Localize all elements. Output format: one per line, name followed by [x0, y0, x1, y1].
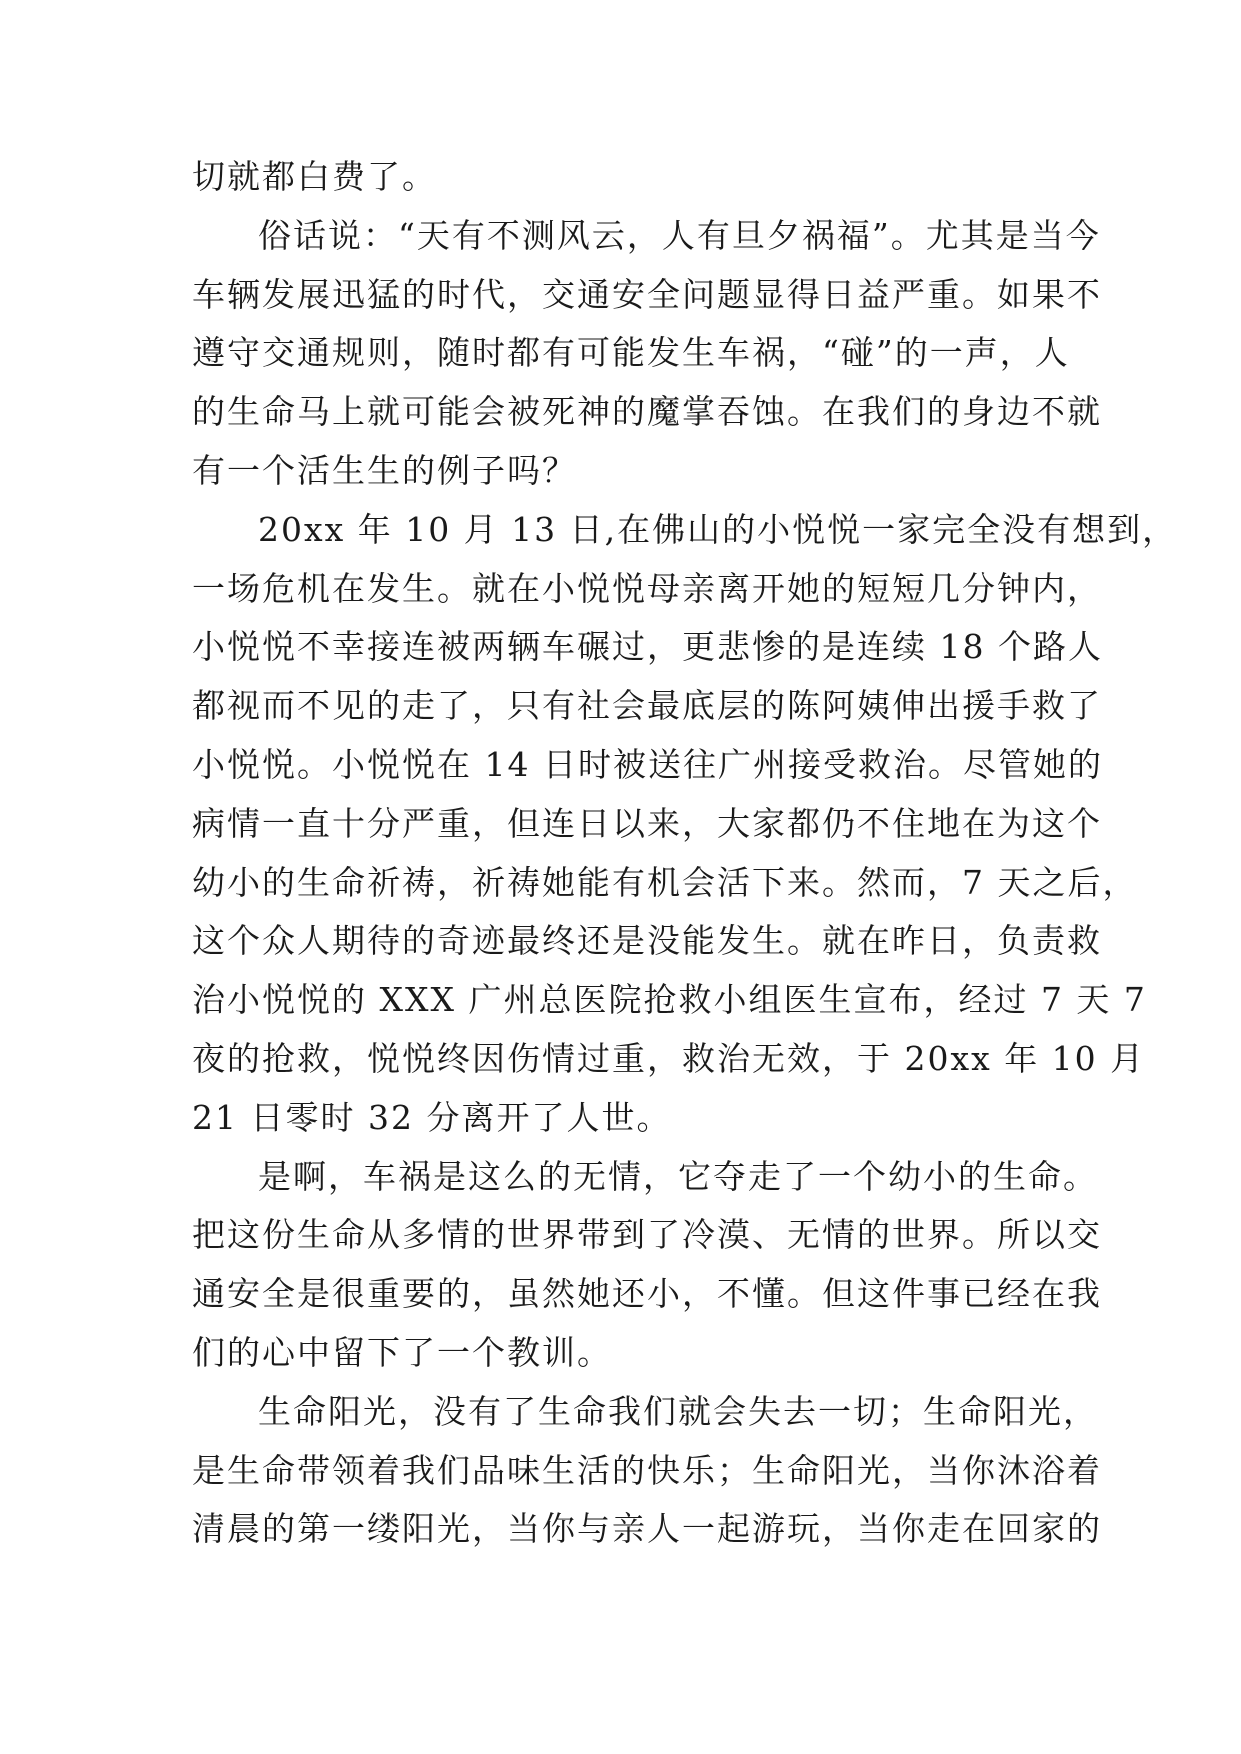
text-line: 清晨的第一缕阳光，当你与亲人一起游玩，当你走在回家的: [192, 1509, 1102, 1549]
text-line: 遵守交通规则，随时都有可能发生车祸，“碰”的一声，人: [192, 333, 1070, 373]
text-line: 车辆发展迅猛的时代，交通安全问题显得日益严重。如果不: [192, 274, 1102, 314]
text-line: 20xx 年 10 月 13 日,在佛山的小悦悦一家完全没有想到，: [258, 509, 1178, 549]
text-line: 有一个活生生的例子吗？: [192, 450, 577, 490]
text-line: 治小悦悦的 XXX 广州总医院抢救小组医生宣布，经过 7 天 7: [192, 980, 1147, 1020]
text-line: 一场危机在发生。就在小悦悦母亲离开她的短短几分钟内，: [192, 568, 1102, 608]
text-line: 们的心中留下了一个教训。: [192, 1332, 612, 1372]
text-line: 小悦悦。小悦悦在 14 日时被送往广州接受救治。尽管她的: [192, 744, 1103, 784]
text-line: 把这份生命从多情的世界带到了冷漠、无情的世界。所以交: [192, 1215, 1102, 1255]
text-line: 生命阳光，没有了生命我们就会失去一切；生命阳光，: [258, 1391, 1098, 1431]
text-line: 夜的抢救，悦悦终因伤情过重，救治无效，于 20xx 年 10 月: [192, 1038, 1146, 1078]
text-line: 都视而不见的走了，只有社会最底层的陈阿姨伸出援手救了: [192, 686, 1102, 726]
text-line: 通安全是很重要的，虽然她还小，不懂。但这件事已经在我: [192, 1274, 1102, 1314]
text-line: 小悦悦不幸接连被两辆车碾过，更悲惨的是连续 18 个路人: [192, 627, 1103, 667]
text-line: 切就都白费了。: [192, 157, 437, 196]
text-line: 病情一直十分严重，但连日以来，大家都仍不住地在为这个: [192, 803, 1102, 843]
text-line: 21 日零时 32 分离开了人世。: [192, 1097, 672, 1137]
body-text: [192, 148, 1178, 1559]
text-line: 是生命带领着我们品味生活的快乐；生命阳光，当你沐浴着: [192, 1450, 1102, 1490]
text-line: 俗话说：“天有不测风云，人有旦夕祸福”。尤其是当今: [258, 215, 1101, 255]
text-line: 的生命马上就可能会被死神的魔掌吞蚀。在我们的身边不就: [192, 392, 1102, 432]
text-line: 幼小的生命祈祷，祈祷她能有机会活下来。然而，7 天之后，: [192, 862, 1138, 902]
text-line: 是啊，车祸是这么的无情，它夺走了一个幼小的生命。: [258, 1156, 1098, 1196]
text-line: 这个众人期待的奇迹最终还是没能发生。就在昨日，负责救: [192, 921, 1102, 961]
